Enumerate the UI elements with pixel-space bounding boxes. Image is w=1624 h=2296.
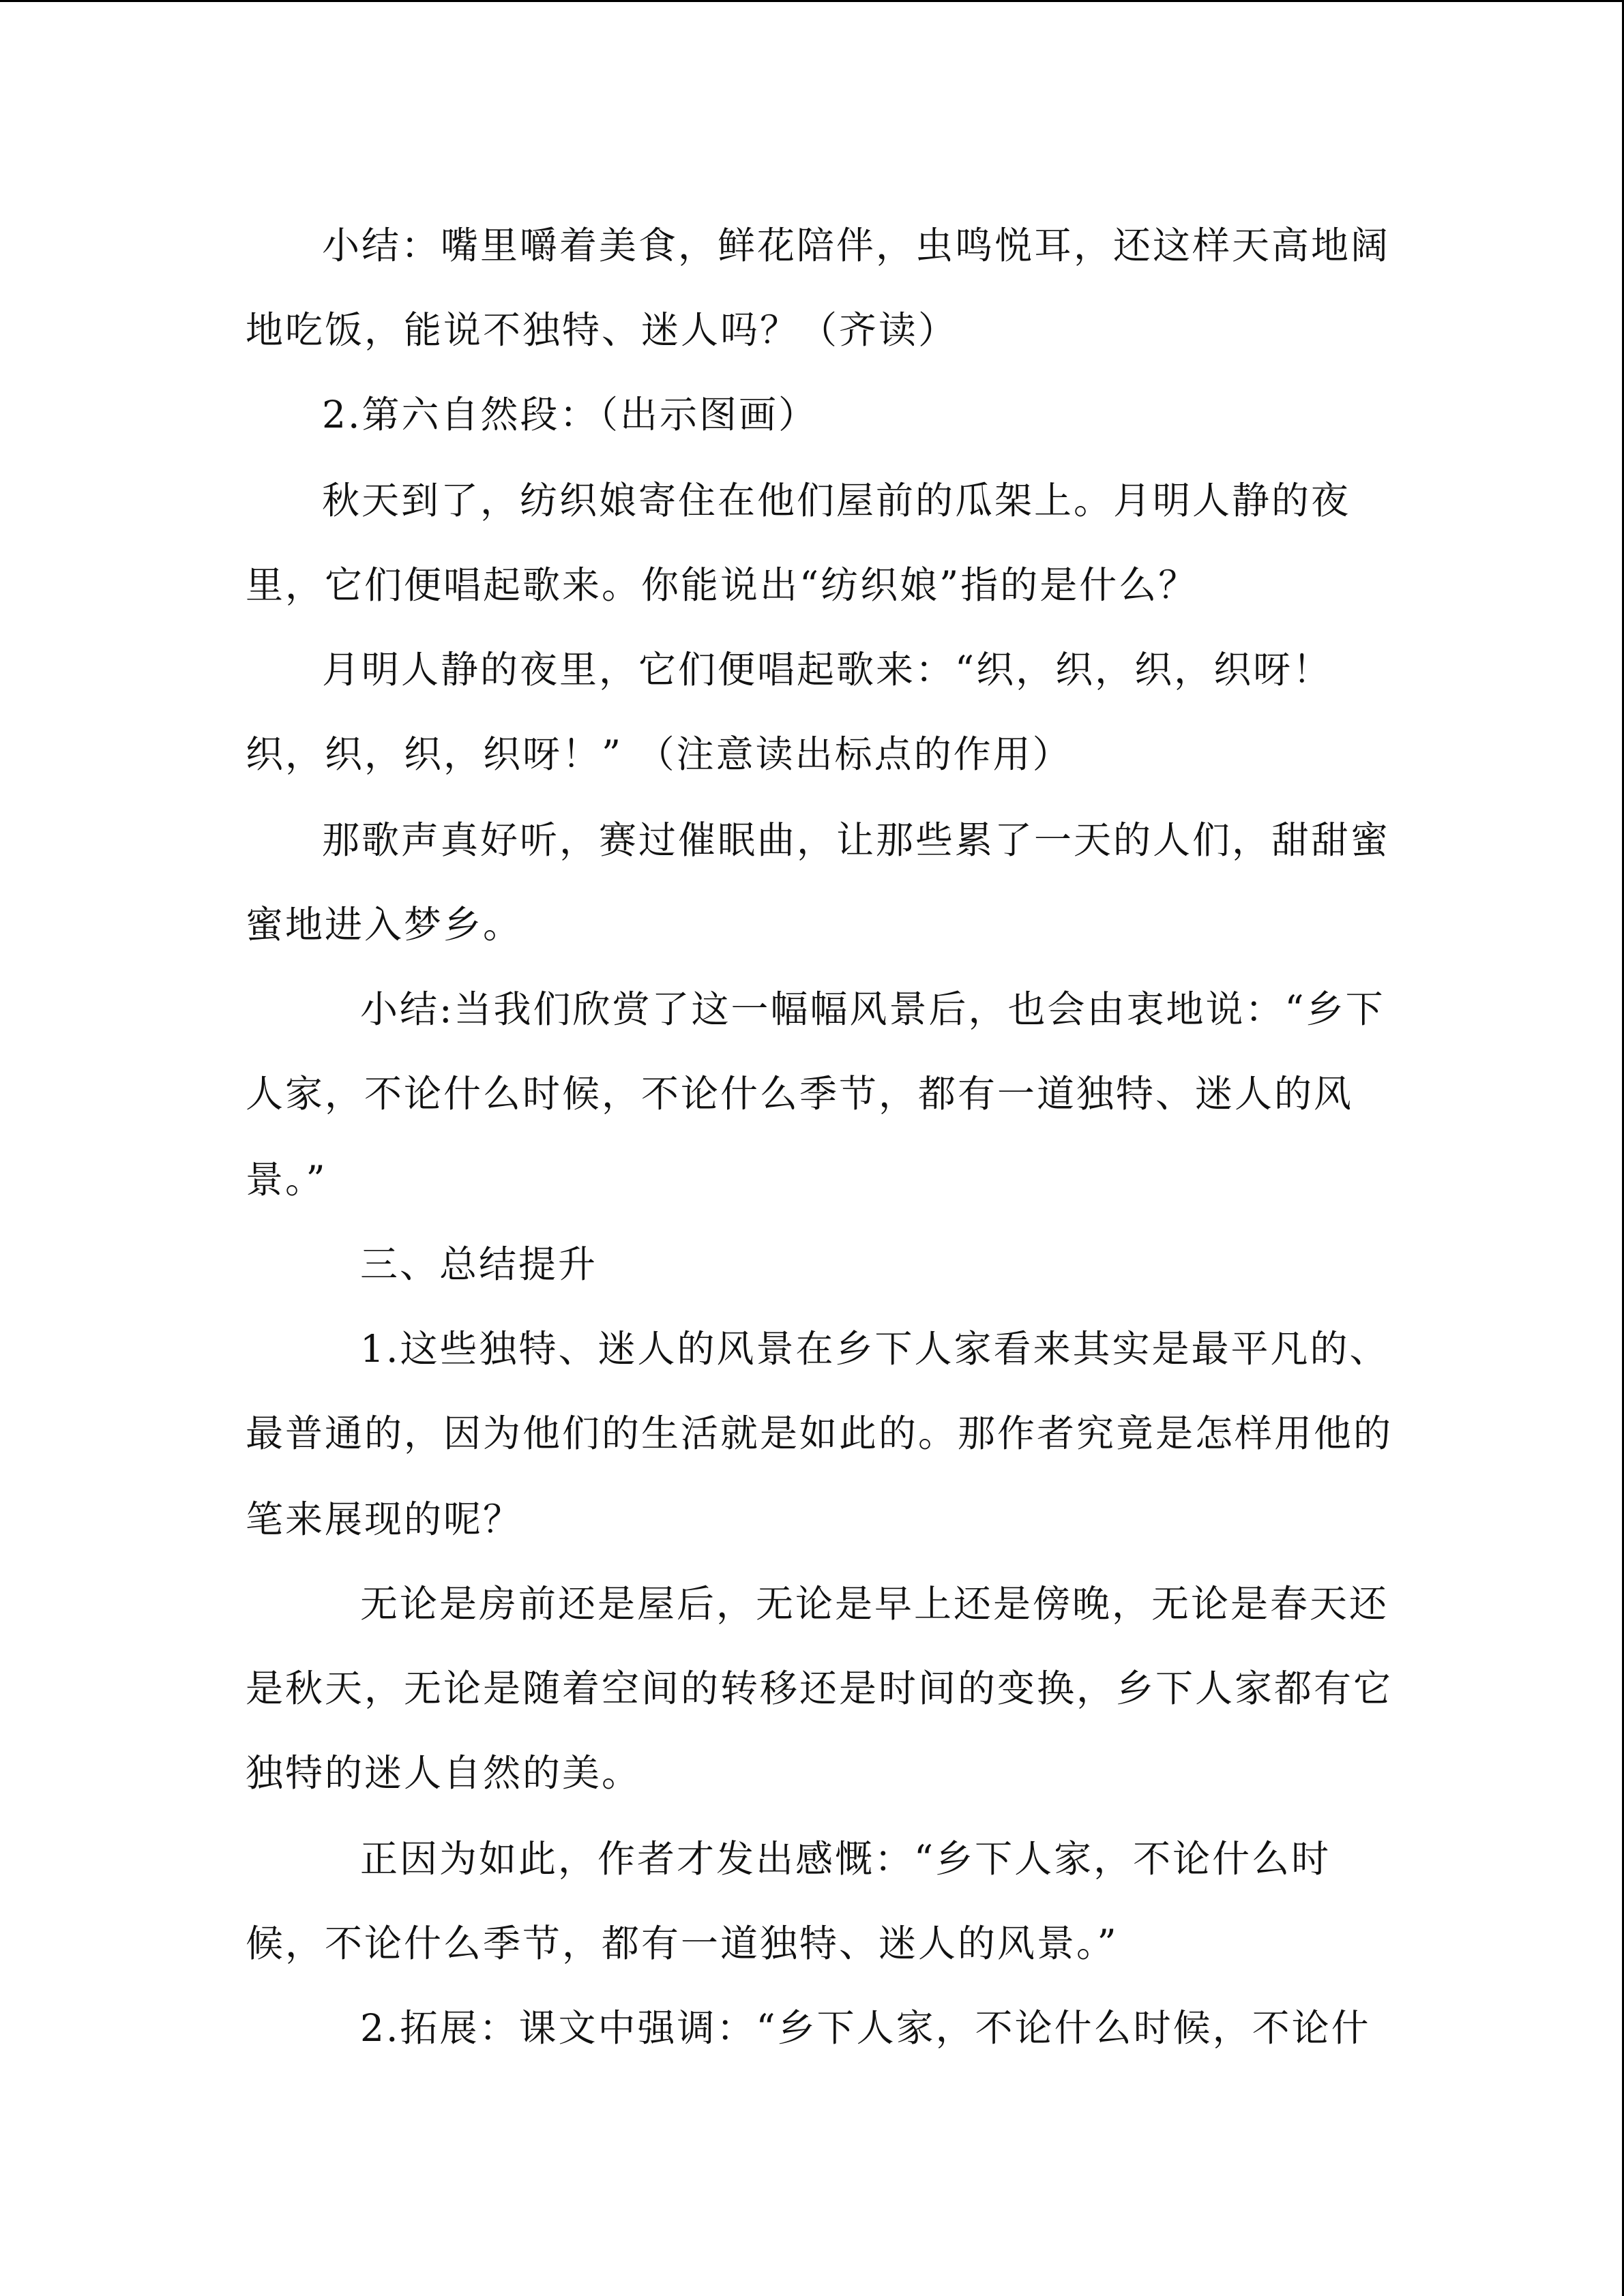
text-line: 2.第六自然段：（出示图画） xyxy=(322,393,818,436)
text-line: 正因为如此，作者才发出感慨：“乡下人家，不论什么时 xyxy=(360,1837,1331,1881)
text-line: 里，它们便唱起歌来。你能说出“纺织娘”指的是什么？ xyxy=(246,563,1198,607)
text-line: 独特的迷人自然的美。 xyxy=(246,1751,642,1795)
text-line: 小结:当我们欣赏了这一幅幅风景后，也会由衷地说：“乡下 xyxy=(360,987,1385,1031)
text-line: 小结：嘴里嚼着美食，鲜花陪伴，虫鸣悦耳，还这样天高地阔 xyxy=(322,224,1391,267)
text-line: 2.拓展：课文中强调：“乡下人家，不论什么时候，不论什 xyxy=(360,2006,1371,2050)
text-line: 月明人静的夜里，它们便唱起歌来：“织，织，织，织呀！ xyxy=(322,648,1333,691)
text-line: 1.这些独特、迷人的风景在乡下人家看来其实是最平凡的、 xyxy=(360,1327,1389,1371)
text-line: 最普通的，因为他们的生活就是如此的。那作者究竟是怎样用他的 xyxy=(246,1412,1393,1455)
text-line: 候，不论什么季节，都有一道独特、迷人的风景。” xyxy=(246,1922,1119,1965)
text-line: 那歌声真好听，赛过催眠曲，让那些累了一天的人们，甜甜蜜 xyxy=(322,818,1391,862)
text-line: 织，织，织，织呀！” （注意读出标点的作用） xyxy=(246,732,1072,776)
text-line: 地吃饭，能说不独特、迷人吗？（齐读） xyxy=(246,308,958,352)
text-line: 是秋天，无论是随着空间的转移还是时间的变换，乡下人家都有它 xyxy=(246,1667,1393,1710)
text-line: 蜜地进入梦乡。 xyxy=(246,903,523,946)
text-line: 人家，不论什么时候，不论什么季节，都有一道独特、迷人的风 xyxy=(246,1072,1354,1116)
section-heading: 三、总结提升 xyxy=(360,1242,598,1286)
text-line: 笔来展现的呢？ xyxy=(246,1497,523,1541)
text-line: 景。” xyxy=(246,1158,327,1202)
text-line: 秋天到了，纺织娘寄住在他们屋前的瓜架上。月明人静的夜 xyxy=(322,479,1351,522)
page-top-border xyxy=(0,0,1624,2)
text-line: 无论是房前还是屋后，无论是早上还是傍晚，无论是春天还 xyxy=(360,1582,1389,1626)
